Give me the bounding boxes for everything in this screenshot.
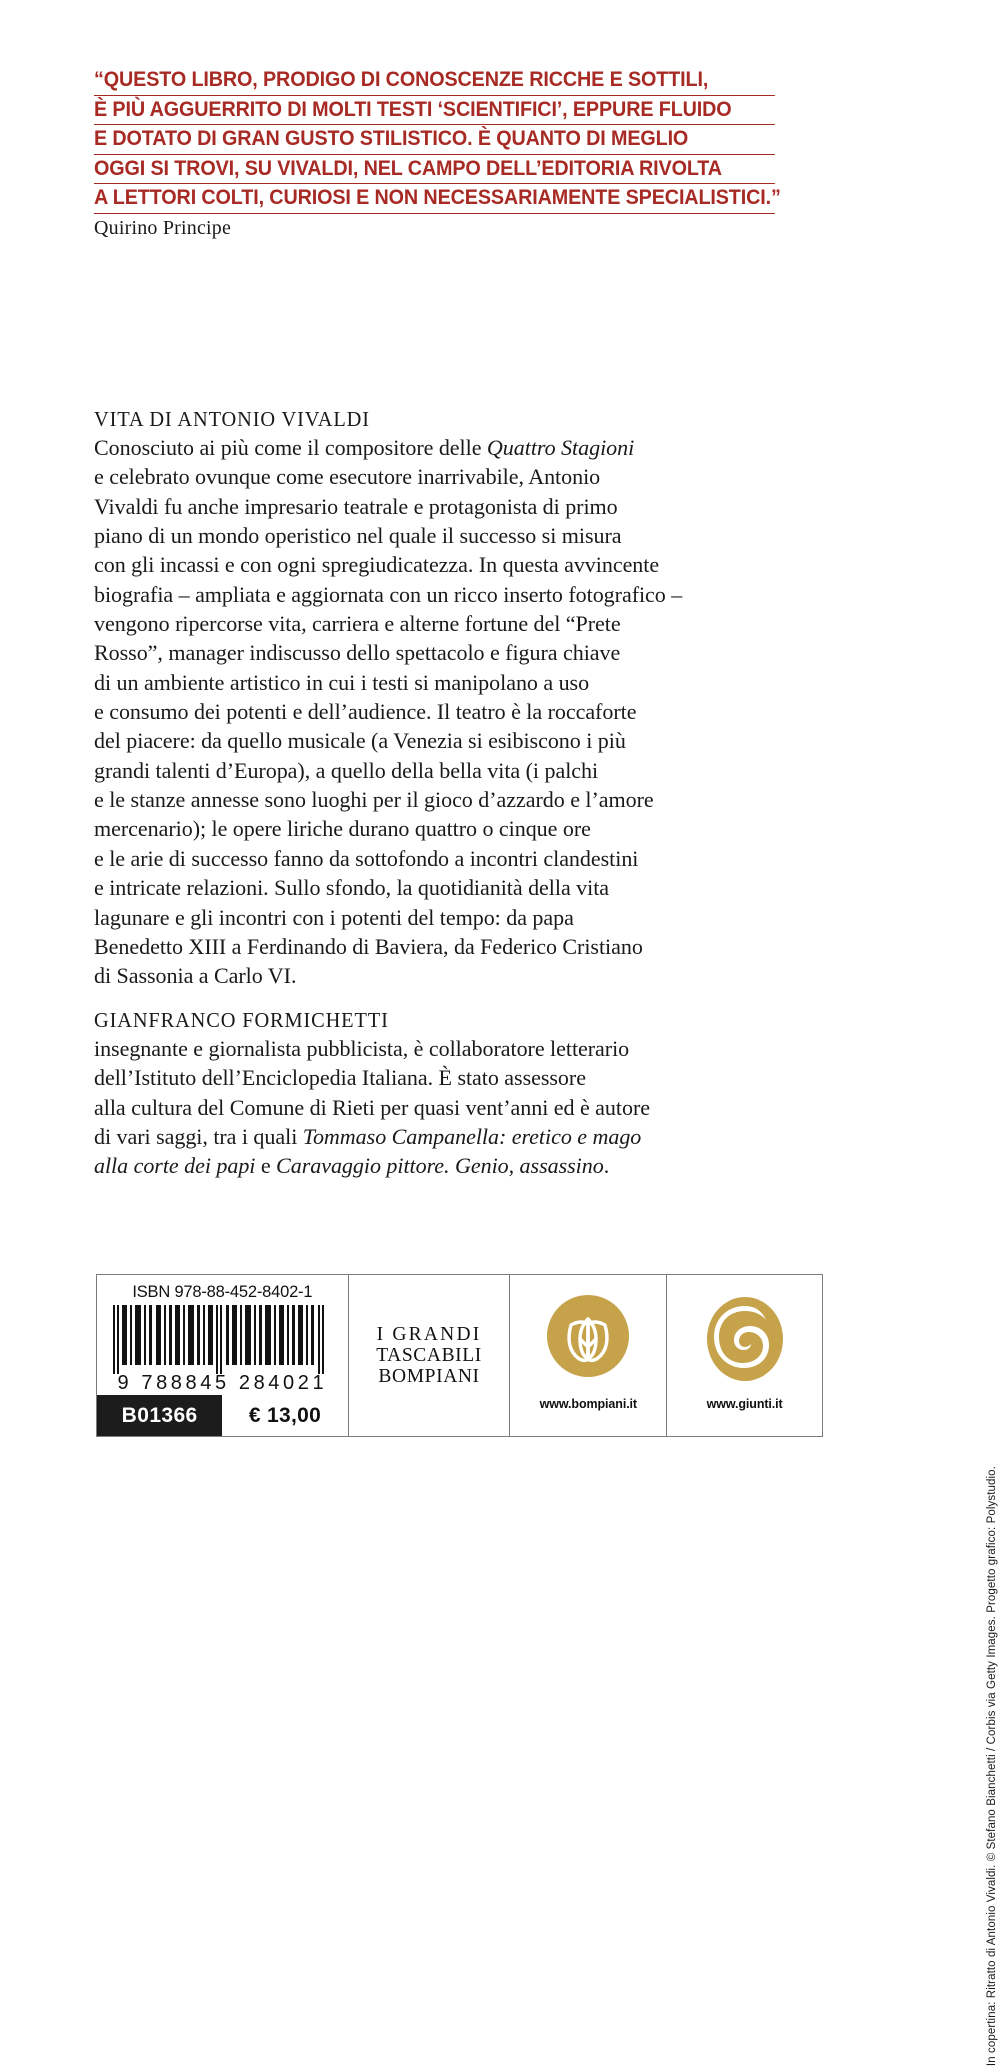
giunti-logo-wrap: [705, 1295, 785, 1411]
blurb-section: [94, 405, 854, 991]
internal-code: B01366: [97, 1395, 222, 1436]
blurb-line: grandi talenti d’Europa), a quello della bella vita (i palchi: [94, 757, 599, 783]
series-line-1: I GRANDI: [376, 1324, 482, 1345]
quote-attribution: Quirino Principe: [94, 217, 232, 239]
author-bio-line: insegnante e giornalista pubblicista, è collaboratore letterario: [94, 1036, 630, 1061]
blurb-line: Vivaldi fu anche impresario teatrale e protagonista di primo: [94, 493, 618, 519]
blurb-line: con gli incassi e con ogni spregiudicatezza. In questa avvincente: [94, 552, 660, 578]
author-bio-section: [94, 1006, 854, 1181]
blurb-line: piano di un mondo operistico nel quale il successo si misura: [94, 523, 622, 549]
author-bio-line: alla corte dei papi e Caravaggio pittore. Genio, assassino.: [94, 1153, 610, 1179]
barcode-digits: 9 788845 284021: [117, 1372, 328, 1394]
blurb-line: vengono ripercorse vita, carriera e alterne fortune del “Prete: [94, 611, 621, 637]
author-bio-line: alla cultura del Comune di Rieti per quasi vent’anni ed è autore: [94, 1094, 651, 1120]
isbn-label: ISBN 978-88-452-8402-1: [132, 1283, 313, 1301]
quote-line: OGGI SI TROVI, SU VIVALDI, NEL CAMPO DELL’EDITORIA RIVOLTA: [94, 155, 775, 185]
price-value: € 13,00: [222, 1395, 347, 1436]
price-row: [97, 1395, 348, 1436]
blurb-line: Conosciuto ai più come il compositore delle Quattro Stagioni: [94, 435, 635, 460]
blurb-line: e intricate relazioni. Sullo sfondo, la quotidianità della vita: [94, 875, 610, 901]
bompiani-tulip-logo-icon: [547, 1295, 629, 1383]
quote-line: A LETTORI COLTI, CURIOSI E NON NECESSARIAMENTE SPECIALISTICI.”: [94, 184, 775, 214]
bompiani-url[interactable]: www.bompiani.it: [539, 1396, 637, 1411]
barcode-cell: [97, 1275, 349, 1436]
blurb-line: lagunare e gli incontri con i potenti del tempo: da papa: [94, 904, 574, 930]
author-bio-line: di vari saggi, tra i quali Tommaso Campanella: eretico e mago: [94, 1124, 642, 1150]
series-line-2: TASCABILI: [376, 1345, 482, 1366]
blurb-line: e le stanze annesse sono luoghi per il gioco d’azzardo e l’amore: [94, 787, 654, 813]
blurb-line: e le arie di successo fanno da sottofondo a incontri clandestini: [94, 845, 639, 871]
series-imprint-cell: [349, 1275, 511, 1436]
cover-credit-vertical: In copertina: Ritratto di Antonio Vivaldi. © Stefano Bianchetti / Corbis via Getty Images. Progetto grafico: Polystudio.: [986, 1466, 998, 2066]
publisher-info-strip: [96, 1274, 823, 1437]
blurb-line: biografia – ampliata e aggiornata con un ricco inserto fotografico –: [94, 581, 683, 607]
blurb-line: di un ambiente artistico in cui i testi si manipolano a uso: [94, 669, 590, 695]
giunti-url[interactable]: www.giunti.it: [706, 1396, 783, 1411]
blurb-line: e consumo dei potenti e dell’audience. Il teatro è la roccaforte: [94, 699, 637, 725]
blurb-line: e celebrato ovunque come esecutore inarrivabile, Antonio: [94, 464, 601, 490]
blurb-line: Rosso”, manager indiscusso dello spettacolo e figura chiave: [94, 640, 621, 666]
blurb-line: Benedetto XIII a Ferdinando di Baviera, da Federico Cristiano: [94, 933, 643, 959]
giunti-spiral-logo-icon: [705, 1295, 785, 1383]
ean13-barcode-icon: [113, 1305, 331, 1374]
giunti-cell[interactable]: [667, 1275, 822, 1436]
quote-line: E DOTATO DI GRAN GUSTO STILISTICO. È QUANTO DI MEGLIO: [94, 125, 775, 155]
blurb-heading: VITA DI ANTONIO VIVALDI: [94, 407, 370, 431]
quote-line: “QUESTO LIBRO, PRODIGO DI CONOSCENZE RICCHE E SOTTILI,: [94, 66, 775, 96]
author-name-heading: GIANFRANCO FORMICHETTI: [94, 1008, 389, 1032]
blurb-line: del piacere: da quello musicale (a Venezia si esibiscono i più: [94, 728, 626, 754]
author-bio-line: dell’Istituto dell’Enciclopedia Italiana. È stato assessore: [94, 1065, 586, 1091]
bompiani-logo-wrap: [540, 1295, 637, 1411]
blurb-line: di Sassonia a Carlo VI.: [94, 963, 297, 989]
bompiani-cell[interactable]: [510, 1275, 667, 1436]
quote-line: È PIÙ AGGUERRITO DI MOLTI TESTI ‘SCIENTIFICI’, EPPURE FLUIDO: [94, 96, 775, 126]
series-line-3: BOMPIANI: [378, 1366, 480, 1387]
series-name: [376, 1324, 482, 1387]
blurb-line: mercenario); le opere liriche durano quattro o cinque ore: [94, 816, 591, 842]
pull-quote: [94, 66, 834, 214]
